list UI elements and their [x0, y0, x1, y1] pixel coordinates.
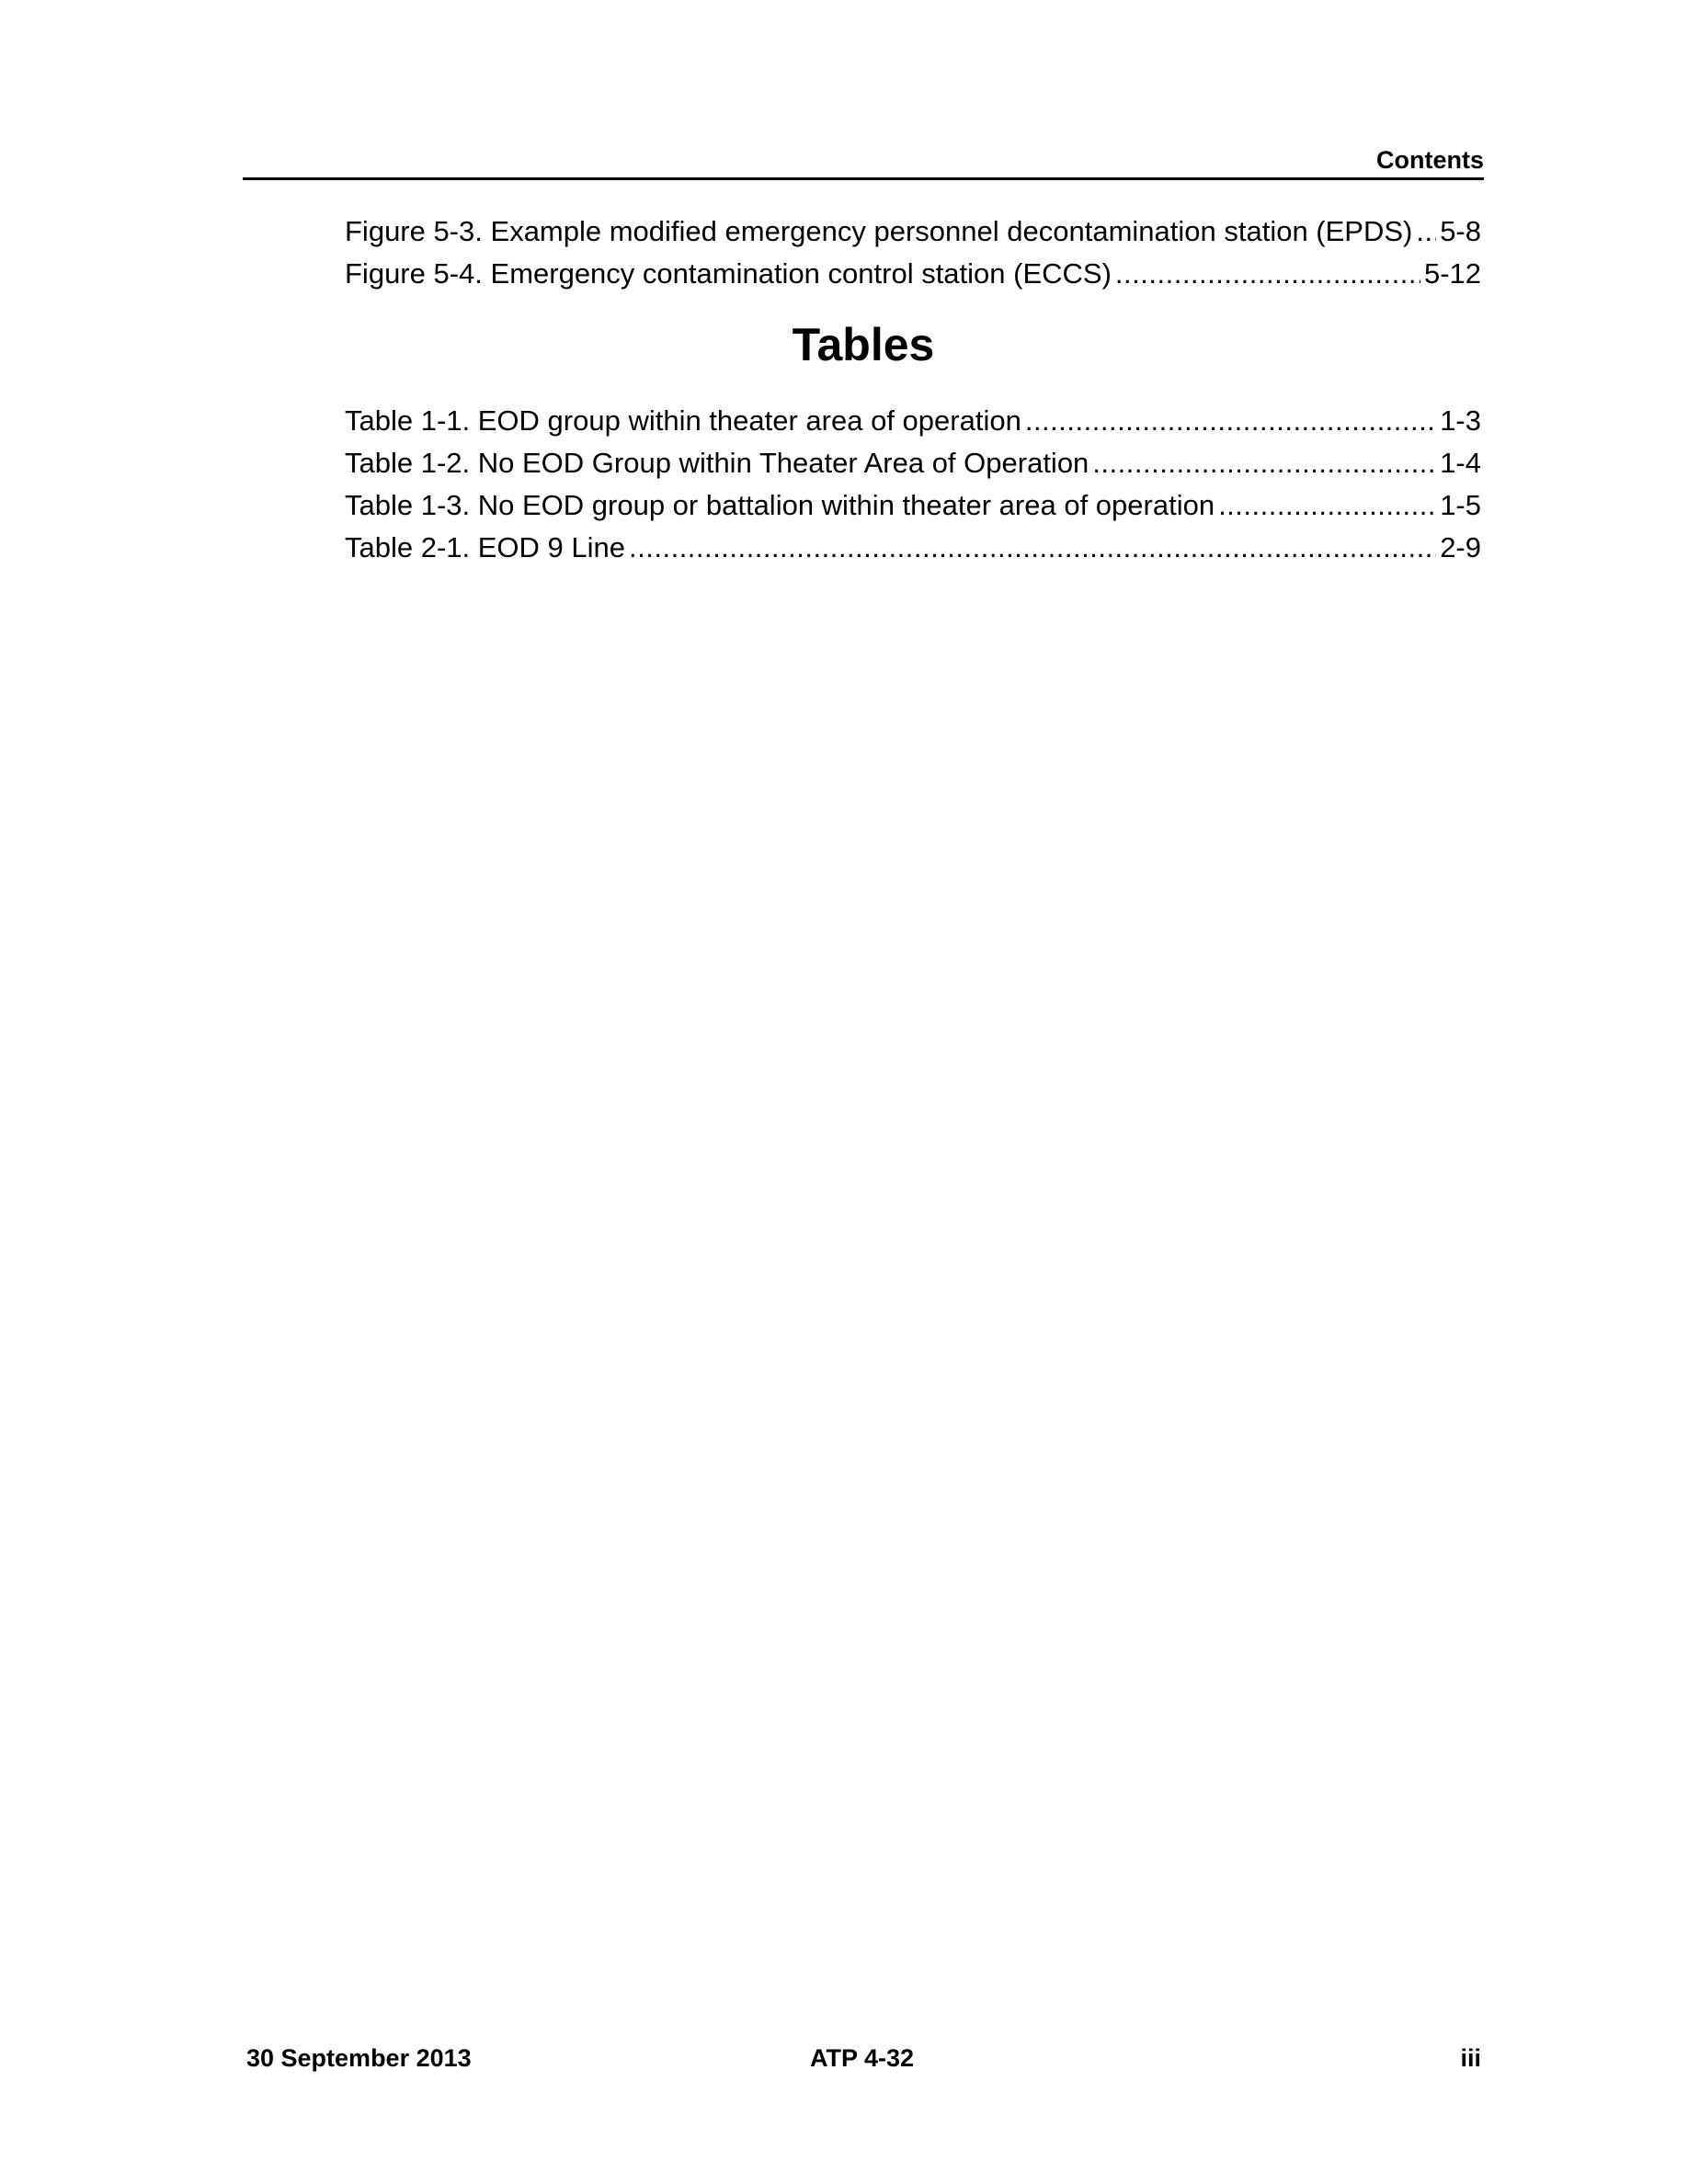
toc-entry-title: Table 1-2. No EOD Group within Theater Area of Operation: [345, 447, 1089, 479]
dot-leader: [1092, 442, 1436, 484]
running-header: Contents: [1376, 146, 1484, 174]
toc-entry-page: 5-8: [1440, 215, 1481, 247]
page-footer: [243, 2042, 1481, 2075]
tables-list: [345, 400, 1481, 569]
toc-entry-title: Table 1-1. EOD group within theater area of operation: [345, 404, 1021, 437]
toc-entry-page: 1-4: [1440, 447, 1481, 479]
dot-leader: [1115, 253, 1420, 295]
toc-entry-table[interactable]: [345, 400, 1481, 442]
dot-leader: [1416, 210, 1436, 253]
toc-entry-table[interactable]: [345, 442, 1481, 484]
tables-heading: Tables: [792, 319, 935, 370]
footer-page-number: iii: [1460, 2044, 1481, 2072]
header-rule: [243, 177, 1484, 180]
toc-entry-page: 1-3: [1440, 404, 1481, 437]
dot-leader: [1025, 400, 1436, 442]
toc-entry-title: Figure 5-3. Example modified emergency personnel decontamination station (EPDS): [345, 215, 1413, 247]
toc-entry-title: Table 1-3. No EOD group or battalion within theater area of operation: [345, 489, 1215, 521]
toc-entry-figure[interactable]: [345, 253, 1481, 295]
toc-entry-title: Table 2-1. EOD 9 Line: [345, 531, 626, 563]
toc-entry-page: 1-5: [1440, 489, 1481, 521]
dot-leader: [629, 527, 1436, 569]
toc-entry-title: Figure 5-4. Emergency contamination control station (ECCS): [345, 257, 1112, 290]
footer-date: 30 September 2013: [246, 2044, 472, 2072]
figures-list: [345, 210, 1481, 295]
toc-entry-page: 5-12: [1423, 257, 1481, 290]
footer-publication: ATP 4-32: [809, 2044, 915, 2072]
toc-entry-page: 2-9: [1440, 531, 1481, 563]
toc-entry-table[interactable]: [345, 484, 1481, 527]
toc-entry-table[interactable]: [345, 527, 1481, 569]
dot-leader: [1218, 484, 1436, 527]
toc-entry-figure[interactable]: [345, 210, 1481, 253]
